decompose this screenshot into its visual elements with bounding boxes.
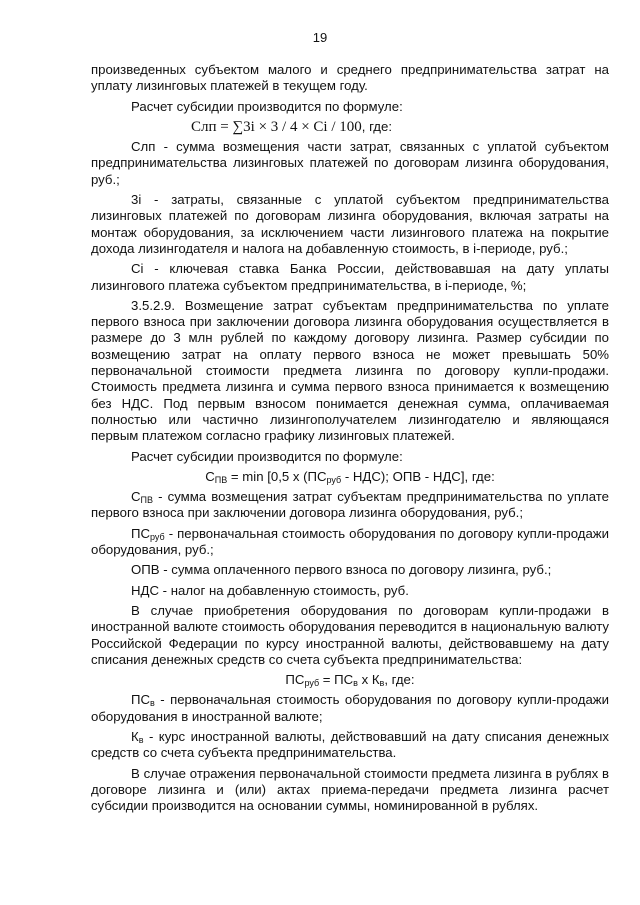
formula-spv-c-sub: ПВ <box>214 474 228 485</box>
formula-psrub <box>91 672 609 688</box>
paragraph-psrub-definition <box>91 526 609 559</box>
formula-spv-mid: = min [0,5 x (ПС <box>227 468 327 484</box>
kv-definition-text: - курс иностранной валюты, действовавший на дату списания денежных средств со счета субъекта предпринимательства. <box>91 728 609 761</box>
psv-definition-text: - первоначальная стоимость оборудования по договору купли-продажи оборудования в иностранной валюте; <box>91 692 609 724</box>
formula-slp-suffix: , где: <box>361 118 393 134</box>
formula-spv-tail: - НДС); ОПВ - НДС], где: <box>341 468 495 484</box>
paragraph-1: произведенных субъектом малого и среднего предпринимательства затрат на уплату лизинговых платежей в текущем году. <box>91 62 609 94</box>
paragraph-3-5-2-9: 3.5.2.9. Возмещение затрат субъектам предпринимательства по уплате первого взноса при заключении договора лизинга оборудования осуществляется в размере до 3 млн рублей по каждому договору лизинга. Размер субсидии по возмещению затрат на оплату первого взноса не может превышать 50% первоначальной стоимости предмета лизинга по договору купли-продажи. Стоимость предмета лизинга и сумма первого взноса принимается к возмещению без НДС. Под первым взносом понимается денежная сумма, оплачиваемая полностью или частично лизингополучателем лизингодателю и являющаяся первым платежом согласно графику лизинговых платежей. <box>91 297 609 444</box>
formula-spv <box>91 469 609 485</box>
paragraph-slp-definition: Слп - сумма возмещения части затрат, связанных с уплатой субъектом предпринимательства лизинговых платежей по договорам лизинга оборудования, руб.; <box>91 139 609 187</box>
formula-slp <box>91 119 609 135</box>
page-body <box>91 62 609 818</box>
formula-slp-expression: Слп = ∑3i × 3 / 4 × Ci / 100 <box>191 118 362 135</box>
formula-psrub-tail: , где: <box>384 672 415 688</box>
formula-psrub-eq: = ПС <box>319 672 354 688</box>
paragraph-ci-definition: Ci - ключевая ставка Банка России, действовавшая на дату уплаты лизингового платежа субъектом предпринимательства, в i-периоде, %; <box>91 261 609 293</box>
paragraph-rub-valuation: В случае отражения первоначальной стоимости предмета лизинга в рублях в договоре лизинга и (или) актах приема-передачи предмета лизинга расчет субсидии производится на основании суммы, номинированной в рублях. <box>91 765 609 814</box>
formula-psrub-k-sub: в <box>379 678 385 689</box>
formula-spv-c: С <box>205 468 215 484</box>
paragraph-nds-definition: НДС - налог на добавленную стоимость, руб. <box>131 582 409 598</box>
paragraph-formula-intro: Расчет субсидии производится по формуле: <box>131 448 403 464</box>
paragraph-spv-definition <box>91 489 609 522</box>
paragraph-foreign-currency: В случае приобретения оборудования по договорам купли-продажи в иностранной валюте стоимость оборудования переводится в национальную валюту Российской Федерации по курсу иностранной валюты, действовавшему на дату списания денежных средств со счета субъекта предпринимательства: <box>91 602 609 667</box>
psv-symbol-sub: в <box>150 698 155 709</box>
formula-spv-ps-sub: руб <box>326 474 342 485</box>
paragraph-2: Расчет субсидии производится по формуле: <box>131 98 403 114</box>
spv-definition-text: - сумма возмещения затрат субъектам предпринимательства по уплате первого взноса при заключении договора лизинга оборудования, руб.; <box>91 489 609 521</box>
formula-psrub-ps-sub: руб <box>304 678 320 689</box>
spv-symbol: С <box>131 489 141 505</box>
psrub-definition-text: - первоначальная стоимость оборудования по договору купли-продажи оборудования, руб.; <box>91 525 609 558</box>
formula-psrub-v-sub: в <box>353 678 358 689</box>
kv-symbol: К <box>131 728 139 744</box>
formula-psrub-ps: ПС <box>285 672 305 688</box>
formula-psrub-x: x К <box>357 672 380 688</box>
paragraph-3i-definition: 3i - затраты, связанные с уплатой субъектом предпринимательства лизинговых платежей по договорам лизинга оборудования, включая затраты на монтаж оборудования, за исключением части лизингового платежа на покрытие дохода лизингодателя и налога на добавленную стоимость, в i-периоде, руб.; <box>91 192 609 256</box>
paragraph-psv-definition <box>91 692 609 725</box>
kv-symbol-sub: в <box>138 734 144 745</box>
psv-symbol: ПС <box>131 692 151 708</box>
spv-symbol-sub: ПВ <box>140 495 154 506</box>
page-number: 19 <box>312 30 328 45</box>
paragraph-kv-definition <box>91 729 609 762</box>
psrub-symbol: ПС <box>131 525 151 541</box>
psrub-symbol-sub: руб <box>150 531 165 542</box>
paragraph-opv-definition: ОПВ - сумма оплаченного первого взноса по договору лизинга, руб.; <box>131 562 552 578</box>
